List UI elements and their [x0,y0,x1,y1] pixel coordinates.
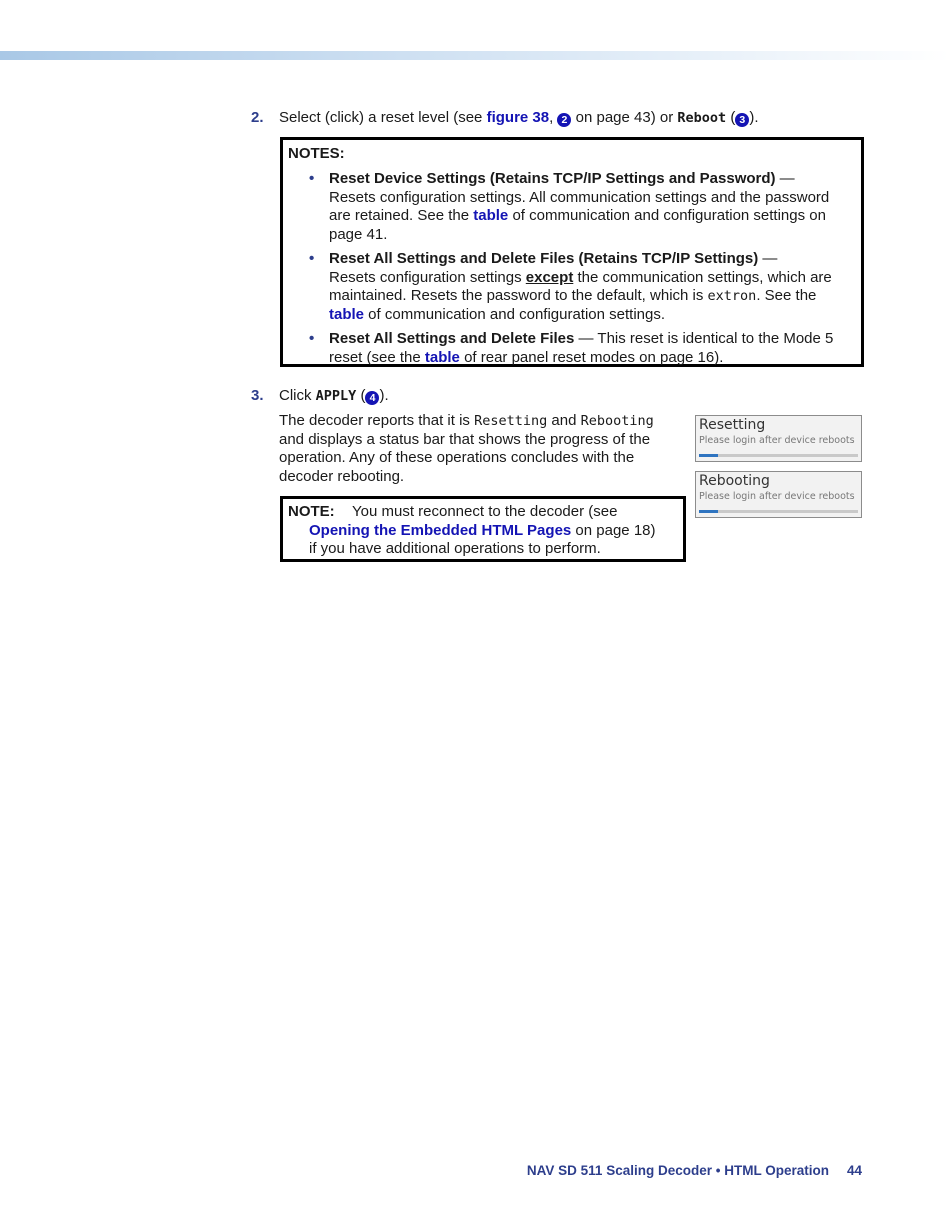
step-text: Select (click) a reset level (see figure 38, 2 on page 43) or Reboot ( 3 ). [279,109,759,126]
note-item-1: • Reset Device Settings (Retains TCP/IP Settings and Password) — Resets configuration settings. All communication settings and the password are retained. See the table of communication and configuration settings on page 41. [309,170,830,243]
status-title: Rebooting [699,473,770,489]
rebooting-status-panel [695,471,862,518]
step-number: 2. [251,109,264,126]
reboot-code: Reboot [677,110,727,126]
status-paragraph: The decoder reports that it is Resetting and Rebooting and displays a status bar that shows the progress of the operation. Any of these operations concludes with the decoder rebooting. [279,412,654,485]
notes-title: NOTES: [288,145,345,162]
note-item-3: • Reset All Settings and Delete Files — This reset is identical to the Mode 5 reset (see the table of rear panel reset modes on page 16). [309,330,834,366]
note-label: NOTE: [288,503,335,520]
status-message: Please login after device reboots [699,491,855,502]
figure-38-link[interactable]: figure 38 [486,109,550,126]
progress-fill [699,454,718,457]
status-title: Resetting [699,417,766,433]
step-text: Click APPLY ( 4 ). [279,387,389,404]
table-link[interactable]: table [329,305,365,323]
apply-code: APPLY [315,388,357,404]
progress-bar [699,510,858,513]
progress-bar [699,454,858,457]
callout-3-icon: 3 [735,113,749,127]
bullet-icon: • [309,250,315,267]
bullet-icon: • [309,170,315,187]
status-message: Please login after device reboots [699,435,855,446]
resetting-status-panel [695,415,862,462]
table-link[interactable]: table [424,348,460,366]
callout-2-icon: 2 [557,113,571,127]
step-number: 3. [251,387,264,404]
page-number: 44 [846,1163,862,1178]
progress-fill [699,510,718,513]
page-footer [527,1162,862,1181]
table-link[interactable]: table [473,207,509,224]
note-item-2: • Reset All Settings and Delete Files (Retains TCP/IP Settings) — Resets configuration settings except the communication settings, which are maintained. Resets the password to the default, which is extron. See the table of communication and configuration settings. [309,250,832,323]
bullet-icon: • [309,330,315,347]
callout-4-icon: 4 [365,391,379,405]
default-password: extron [707,288,757,304]
embedded-html-pages-link[interactable]: Opening the Embedded HTML Pages [309,521,572,539]
footer-title: NAV SD 511 Scaling Decoder • HTML Operation [526,1163,829,1178]
header-band [0,51,950,60]
note-box: NOTE: You must reconnect to the decoder (see Opening the Embedded HTML Pages on page 18) if you have additional operations to perform. [280,496,686,562]
notes-box [280,137,864,367]
